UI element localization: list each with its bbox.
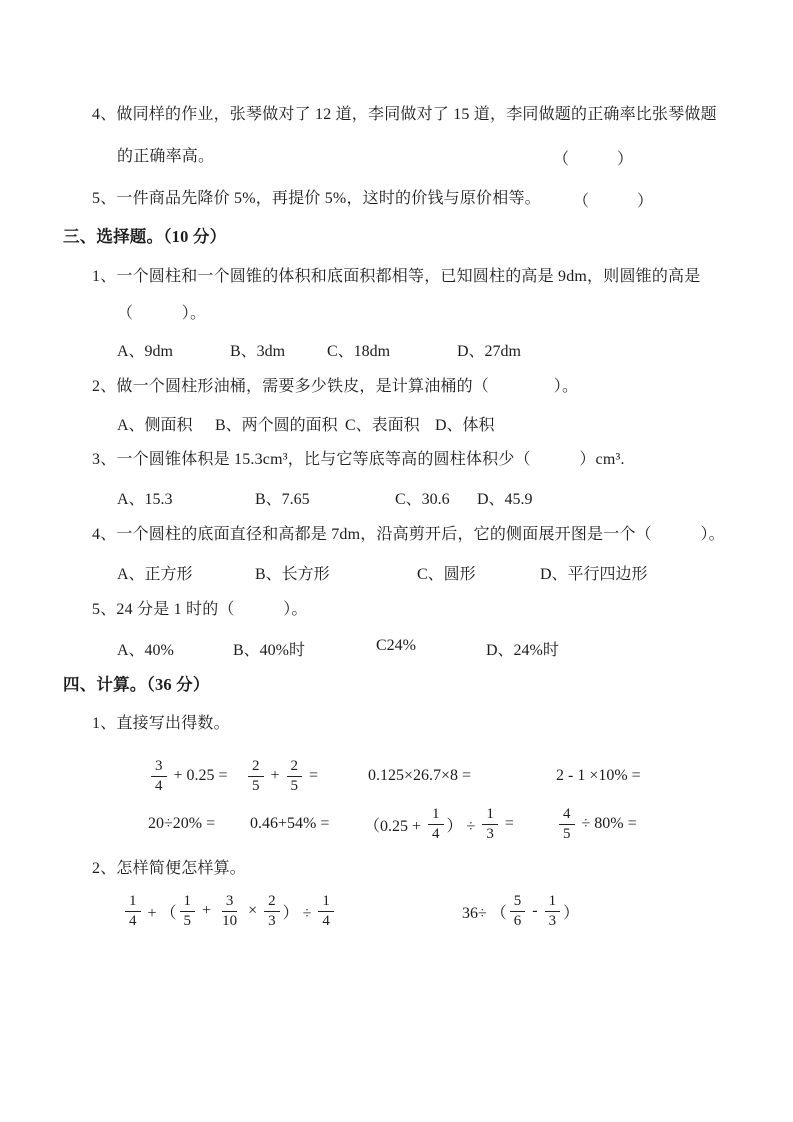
choice-option: B、长方形 (255, 566, 330, 583)
choice-option: C、表面积 (345, 417, 420, 434)
calc-expression: $\frac{1}{4}$ + （ $\frac{1}{5}$ + $\frac{3}{10}$ × $\frac{2}{3}$ ） ÷ $\frac{1}{4}$ (122, 882, 337, 940)
fraction: $\frac{1}{4}$ (125, 893, 141, 929)
choice-option: C、30.6 (395, 491, 450, 508)
choice-option: D、45.9 (477, 491, 533, 508)
fraction: $\frac{1}{5}$ (180, 893, 196, 929)
calc-expression: $\frac{3}{4}$ + 0.25 = (148, 748, 228, 804)
choice-option: C24% (376, 637, 416, 654)
choice-option: D、24%时 (486, 642, 559, 659)
choice-option: A、侧面积 (117, 417, 193, 434)
choice-option: B、3dm (230, 343, 286, 360)
fraction: $\frac{1}{3}$ (545, 893, 561, 929)
fraction: $\frac{2}{5}$ (248, 758, 264, 794)
fraction: $\frac{2}{3}$ (264, 893, 280, 929)
choice-option: A、15.3 (117, 491, 173, 508)
choice-option: C、圆形 (417, 566, 476, 583)
fraction: $\frac{1}{3}$ (482, 806, 498, 842)
calc-expression: 36÷ （ $\frac{5}{6}$ - $\frac{1}{3}$ ） (462, 893, 580, 929)
tf-item-5-text: 5、一件商品先降价 5%，再提价 5%，这时的价钱与原价相等。 (92, 190, 541, 207)
choice-q3-options (117, 486, 533, 509)
tf-item-4-answer-bracket: （ ） (553, 151, 634, 168)
calc-expression: 0.46+54% = (250, 815, 330, 832)
choice-option: B、40%时 (233, 642, 306, 659)
choice-option: B、7.65 (255, 491, 310, 508)
choice-option: D、平行四边形 (540, 566, 648, 583)
choice-q4-text: 4、一个圆柱的底面直径和高都是 7dm，沿高剪开后，它的侧面展开图是一个（ ）。 (92, 526, 725, 543)
choice-section-heading: 三、选择题。（10 分） (63, 227, 227, 246)
choice-q5-options (117, 637, 559, 660)
choice-option: A、40% (117, 642, 174, 659)
fraction: $\frac{1}{4}$ (318, 893, 334, 929)
calc-expression: 2 - 1 ×10% = (556, 767, 641, 784)
calc-sub1-label: 1、直接写出得数。 (92, 715, 230, 732)
tf-item-4-line-1: 4、做同样的作业，张琴做对了 12 道，李同做对了 15 道，李同做题的正确率比张琴做题 (92, 106, 717, 123)
choice-option: A、9dm (117, 343, 174, 360)
choice-q3-text: 3、一个圆锥体积是 15.3cm³，比与它等底等高的圆柱体积少（ ）cm³. (92, 451, 625, 468)
fraction: $\frac{3}{4}$ (151, 758, 167, 794)
calc-expression: $\frac{4}{5}$ ÷ 80% = (556, 796, 637, 852)
calc-section-heading: 四、计算。（36 分） (63, 675, 210, 694)
choice-option: C、18dm (327, 343, 391, 360)
calc-expression: （0.25 + $\frac{1}{4}$ ） ÷ $\frac{1}{3}$ = (364, 806, 514, 842)
choice-q2-options (117, 412, 495, 435)
calc-expression: 20÷20% = (148, 815, 216, 832)
choice-option: D、体积 (435, 417, 495, 434)
calc-expression: 0.125×26.7×8 = (368, 767, 472, 784)
fraction: $\frac{5}{6}$ (510, 893, 526, 929)
choice-q2-text: 2、做一个圆柱形油桶，需要多少铁皮，是计算油桶的（ ）。 (92, 378, 579, 395)
fraction: $\frac{3}{10}$ (222, 893, 238, 929)
calc-expression: $\frac{2}{5}$ + $\frac{2}{5}$ = (245, 748, 318, 804)
tf-item-4-line-2: 的正确率高。 (117, 148, 215, 165)
fraction: $\frac{4}{5}$ (559, 806, 575, 842)
choice-option: A、正方形 (117, 566, 193, 583)
fraction: $\frac{1}{4}$ (428, 806, 444, 842)
choice-q4-options (117, 561, 648, 584)
choice-option: B、两个圆的面积 (215, 417, 338, 434)
fraction: $\frac{2}{5}$ (287, 758, 303, 794)
choice-q1-text: 1、一个圆柱和一个圆锥的体积和底面积都相等，已知圆柱的高是 9dm，则圆锥的高是 (92, 268, 701, 285)
choice-option: D、27dm (457, 343, 522, 360)
tf-item-5-answer-bracket: （ ） (573, 193, 654, 210)
calc-sub2-label: 2、怎样简便怎样算。 (92, 860, 247, 877)
choice-q5-text: 5、24 分是 1 时的（ ）。 (92, 601, 308, 618)
choice-q1-answer-bracket: （ ）。 (117, 305, 207, 322)
choice-q1-options (117, 338, 521, 361)
